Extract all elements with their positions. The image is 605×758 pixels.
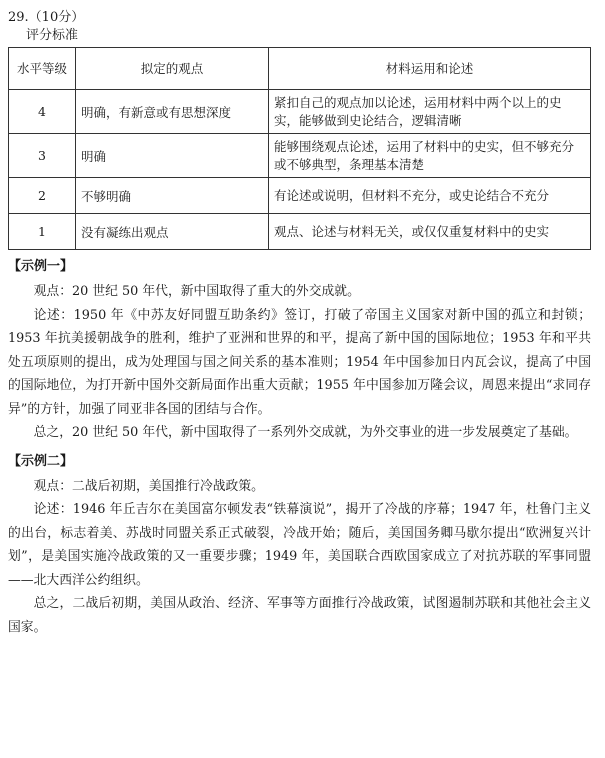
header-desc: 材料运用和论述 <box>269 48 591 90</box>
header-level: 水平等级 <box>9 48 76 90</box>
level-cell: 2 <box>9 178 76 214</box>
criteria-title: 评分标准 <box>26 28 79 43</box>
table-row <box>9 214 591 250</box>
example1-argument: 论述：1950 年《中苏友好同盟互助条约》签订，打破了帝国主义国家对新中国的孤立和封锁；1953 年抗美援朝战争的胜利，维护了亚洲和世界的和平，提高了新中国的国际地位；1953 年和平共处五项原则的提出，成为处理国与国之间关系的基本准则；1954 年中国参加日内瓦会议，提高了中国的国际地位，为打开新中国外交新局面作出重大贡献；1955 年中国参加万隆会议，周恩来提出“求同存异”的方针，加强了同亚非各国的团结与合作。 <box>8 307 591 417</box>
desc-cell: 紧扣自己的观点加以论述，运用材料中两个以上的史实，能够做到史论结合，逻辑清晰 <box>269 90 591 134</box>
table-row <box>9 134 591 178</box>
desc-cell: 观点、论述与材料无关，或仅仅重复材料中的史实 <box>269 214 591 250</box>
example2-title: 【示例二】 <box>8 453 74 469</box>
view-cell: 明确，有新意或有思想深度 <box>76 90 269 134</box>
table-row <box>9 90 591 134</box>
desc-cell: 能够围绕观点论述，运用了材料中的史实，但不够充分或不够典型，条理基本清楚 <box>269 134 591 178</box>
view-cell: 明确 <box>76 134 269 178</box>
example2-argument: 论述：1946 年丘吉尔在美国富尔顿发表“铁幕演说”，揭开了冷战的序幕；1947 年，杜鲁门主义的出台，标志着美、苏战时同盟关系正式破裂，冷战开始；随后，美国国务卿马歇尔提出“欧洲复兴计划”，是美国实施冷战政策的又一重要步骤；1949 年，美国联合西欧国家成立了对抗苏联的军事同盟——北大西洋公约组织。 <box>8 502 591 588</box>
level-cell: 3 <box>9 134 76 178</box>
desc-cell: 有论述或说明，但材料不充分，或史论结合不充分 <box>269 178 591 214</box>
level-cell: 4 <box>9 90 76 134</box>
level-cell: 1 <box>9 214 76 250</box>
view-cell: 没有凝练出观点 <box>76 214 269 250</box>
example2-viewpoint: 观点：二战后初期，美国推行冷战政策。 <box>33 478 264 494</box>
example2-summary: 总之，二战后初期，美国从政治、经济、军事等方面推行冷战政策，试图遏制苏联和其他社会主义国家。 <box>8 596 591 635</box>
example1-summary: 总之，20 世纪 50 年代，新中国取得了一系列外交成就，为外交事业的进一步发展奠定了基础。 <box>33 425 578 440</box>
example1-title: 【示例一】 <box>8 259 74 274</box>
header-view: 拟定的观点 <box>76 48 269 90</box>
table-row <box>9 178 591 214</box>
example1-viewpoint: 观点：20 世纪 50 年代，新中国取得了重大的外交成就。 <box>33 284 360 299</box>
table-header-row <box>9 48 591 90</box>
question-number: 29.（10分） <box>8 10 85 25</box>
scoring-table <box>8 47 591 250</box>
view-cell: 不够明确 <box>76 178 269 214</box>
